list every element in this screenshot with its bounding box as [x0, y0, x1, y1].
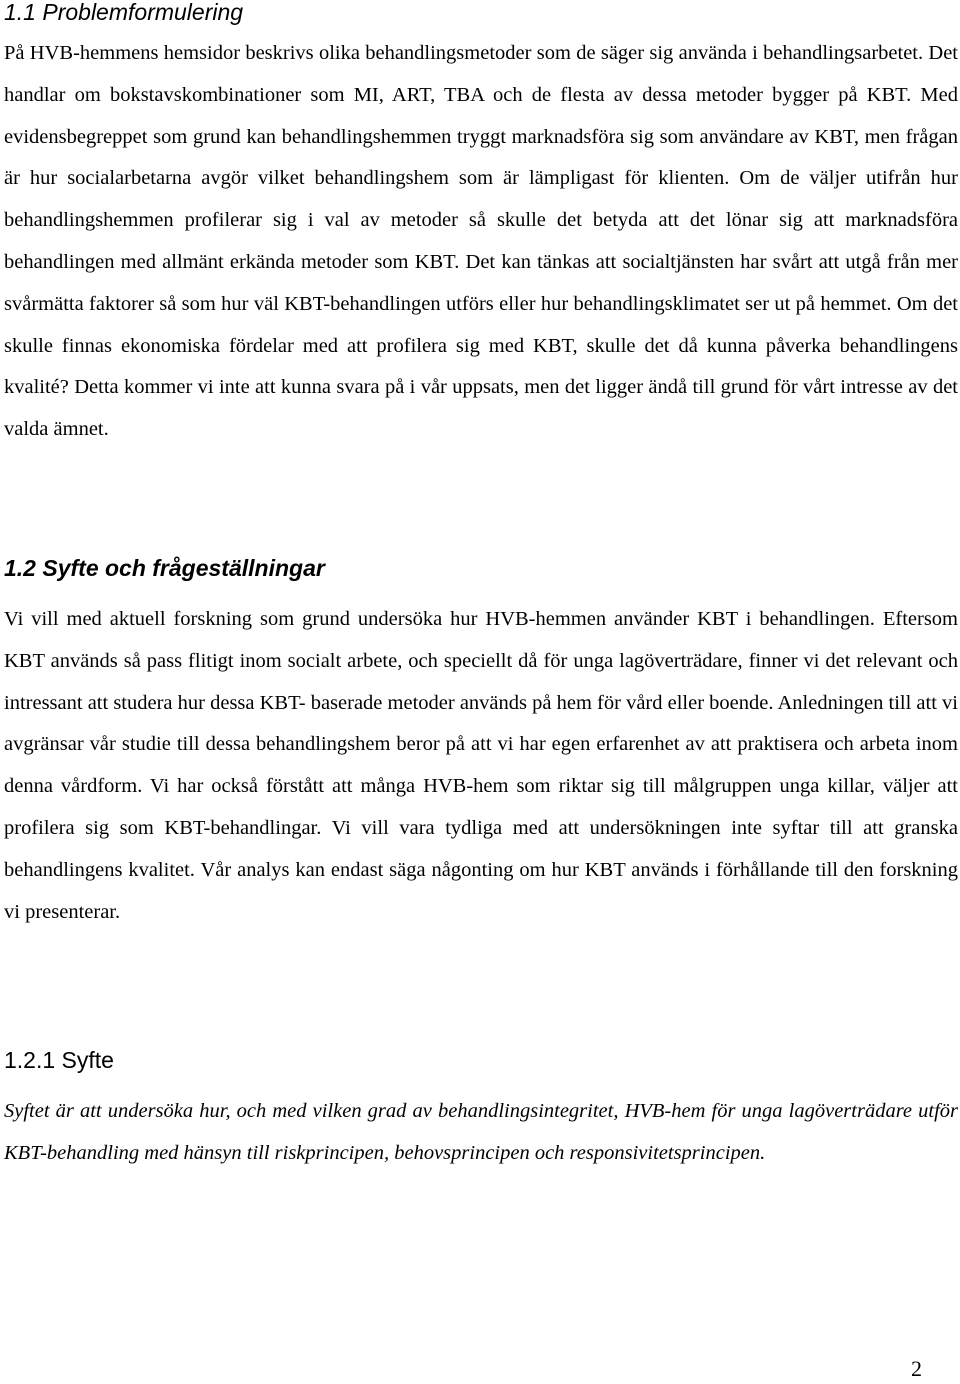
section-heading-problemformulering: 1.1 Problemformulering: [4, 0, 244, 25]
section-heading-syfte-och-fragestallningar: 1.2 Syfte och frågeställningar: [4, 555, 325, 581]
paragraph-syfte: Syftet är att undersöka hur, och med vilken grad av behandlingsintegritet, HVB-hem för unga lagöverträdare utför KBT-behandling med hänsyn till riskprincipen, behovsprincipen och responsivitetsprincipen.: [4, 1100, 958, 1164]
page-number: 2: [911, 1356, 922, 1381]
section-heading-syfte: 1.2.1 Syfte: [4, 1047, 114, 1073]
paragraph-syfte-och-fragestallningar: Vi vill med aktuell forskning som grund undersöka hur HVB-hemmen använder KBT i behandlingen. Eftersom KBT används så pass flitigt inom socialt arbete, och speciellt då för unga lagöverträdare, finner vi det relevant och intressant att studera hur dessa KBT- baserade metoder används på hem för vård eller boende. Anledningen till att vi avgränsar vår studie till dessa behandlingshem beror på att vi har egen erfarenhet av att praktisera och arbeta inom denna vårdform. Vi har också förstått att många HVB-hem som riktar sig till målgruppen unga killar, väljer att profilera sig som KBT-behandlingar. Vi vill vara tydliga med att undersökningen inte syftar till att granska behandlingens kvalitet. Vår analys kan endast säga någonting om hur KBT används i förhållande till den forskning vi presenterar.: [4, 608, 958, 923]
paragraph-problemformulering: På HVB-hemmens hemsidor beskrivs olika behandlingsmetoder som de säger sig använda i behandlingsarbetet. Det handlar om bokstavskombinationer som MI, ART, TBA och de flesta av dessa metoder bygger på KBT. Med evidensbegreppet som grund kan behandlingshemmen tryggt marknadsföra sig som användare av KBT, men frågan är hur socialarbetarna avgör vilket behandlingshem som är lämpligast för klienten. Om de väljer utifrån hur behandlingshemmen profilerar sig i val av metoder så skulle det betyda att det lönar sig att marknadsföra behandlingen med allmänt erkända metoder som KBT. Det kan tänkas att socialtjänsten har svårt att utgå från mer svårmätta faktorer så som hur väl KBT-behandlingen utförs eller hur behandlingsklimatet ser ut på hemmet. Om det skulle finnas ekonomiska fördelar med att profilera sig med KBT, skulle det då kunna påverka behandlingens kvalité? Detta kommer vi inte att kunna svara på i vår uppsats, men det ligger ändå till grund för vårt intresse av det valda ämnet.: [4, 42, 958, 441]
